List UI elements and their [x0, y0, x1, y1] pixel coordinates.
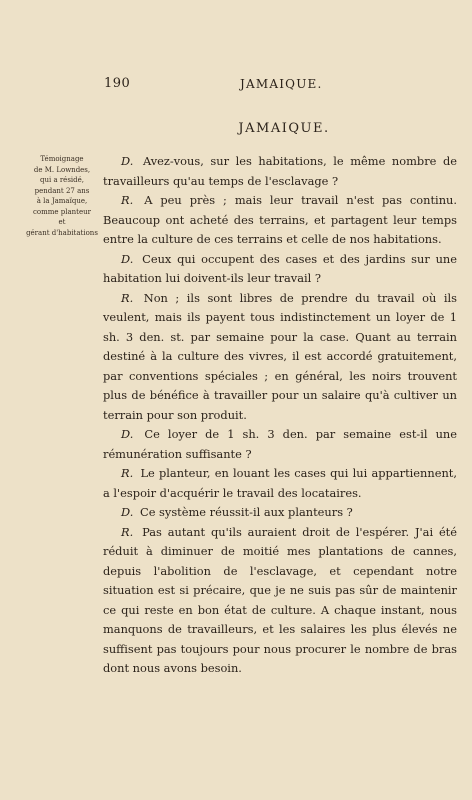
margin-note-line: comme planteur — [33, 207, 91, 216]
speaker-label: R. — [121, 193, 134, 207]
margin-note-line: qui a résidé, — [39, 176, 85, 184]
speaker-label: D. — [121, 154, 134, 168]
margin-note-line: de M. Lowndes, — [33, 165, 91, 174]
speaker-label: D. — [121, 427, 134, 441]
dialogue-paragraph — [103, 425, 457, 464]
dialogue-paragraph — [103, 523, 457, 679]
speaker-label: R. — [121, 290, 134, 305]
paragraph-text: Le planteur, en louant les cases qui lui appartiennent, a l'espoir d'acquérir le travail des locataires. — [103, 466, 457, 500]
dialogue-paragraph — [103, 464, 457, 503]
section-title: JAMAIQUE. — [238, 121, 330, 136]
paragraph-text: Avez-vous, sur les habitations, le même nombre de travailleurs qu'au temps de l'esclavage ? — [103, 154, 457, 188]
paragraph-text: Ceux qui occupent des cases et des jardins sur une habitation lui doivent-ils leur travail ? — [103, 251, 457, 285]
speaker-label: D. — [121, 251, 134, 266]
paragraph-text: Pas autant qu'ils auraient droit de l'espérer. J'ai été réduit à diminuer de moitié mes plantations de cannes, depuis l'abolition de l'esclavage, et cependant notre situation est si précaire, que je ne suis pas sûr de maintenir ce qui reste en bon état de culture. A chaque instant, nous manquons de travailleurs, et les salaires les plus élevés ne suffisent pas toujours pour nous procurer le nombre de bras dont nous avons besoin. — [103, 524, 457, 675]
margin-note-line: gérant d'habitations — [26, 228, 98, 237]
margin-note-line: et — [58, 218, 66, 226]
dialogue-paragraph — [103, 191, 457, 250]
dialogue-paragraph — [103, 503, 457, 523]
speaker-label: D. — [121, 505, 134, 519]
running-head: JAMAIQUE. — [240, 77, 323, 91]
dialogue-paragraph — [103, 250, 457, 289]
paragraph-text: Ce système réussit-il aux planteurs ? — [139, 505, 353, 519]
speaker-label: R. — [121, 524, 134, 539]
paragraph-text: Ce loyer de 1 sh. 3 den. par semaine est-il une rémunération suffisante ? — [103, 427, 457, 461]
margin-note — [22, 154, 102, 238]
margin-note-line: à la Jamaïque, — [36, 197, 88, 205]
page-number: 190 — [104, 76, 131, 91]
paragraph-text: Non ; ils sont libres de prendre du travail où ils veulent, mais ils payent tous indistinctement un loyer de 1 sh. 3 den. st. par semaine pour la case. Quant au terrain destiné à la culture des vivres, il est accordé gratuitement, par conventions spéciales ; en général, les noirs trouvent plus de bénéfice à travailler pour un salaire qu'à cultiver un terrain pour son produit. — [103, 290, 457, 422]
paragraph-text: A peu près ; mais leur travail n'est pas continu. Beaucoup ont acheté des terrains, et partagent leur temps entre la culture de ces terrains et celle de nos habitations. — [103, 193, 457, 246]
dialogue-paragraph — [103, 152, 457, 191]
margin-note-line: Témoignage — [40, 155, 84, 163]
speaker-label: R. — [121, 466, 134, 480]
margin-note-line: pendant 27 ans — [34, 186, 90, 195]
body-text — [103, 152, 457, 679]
page-header — [0, 76, 472, 96]
dialogue-paragraph — [103, 289, 457, 426]
